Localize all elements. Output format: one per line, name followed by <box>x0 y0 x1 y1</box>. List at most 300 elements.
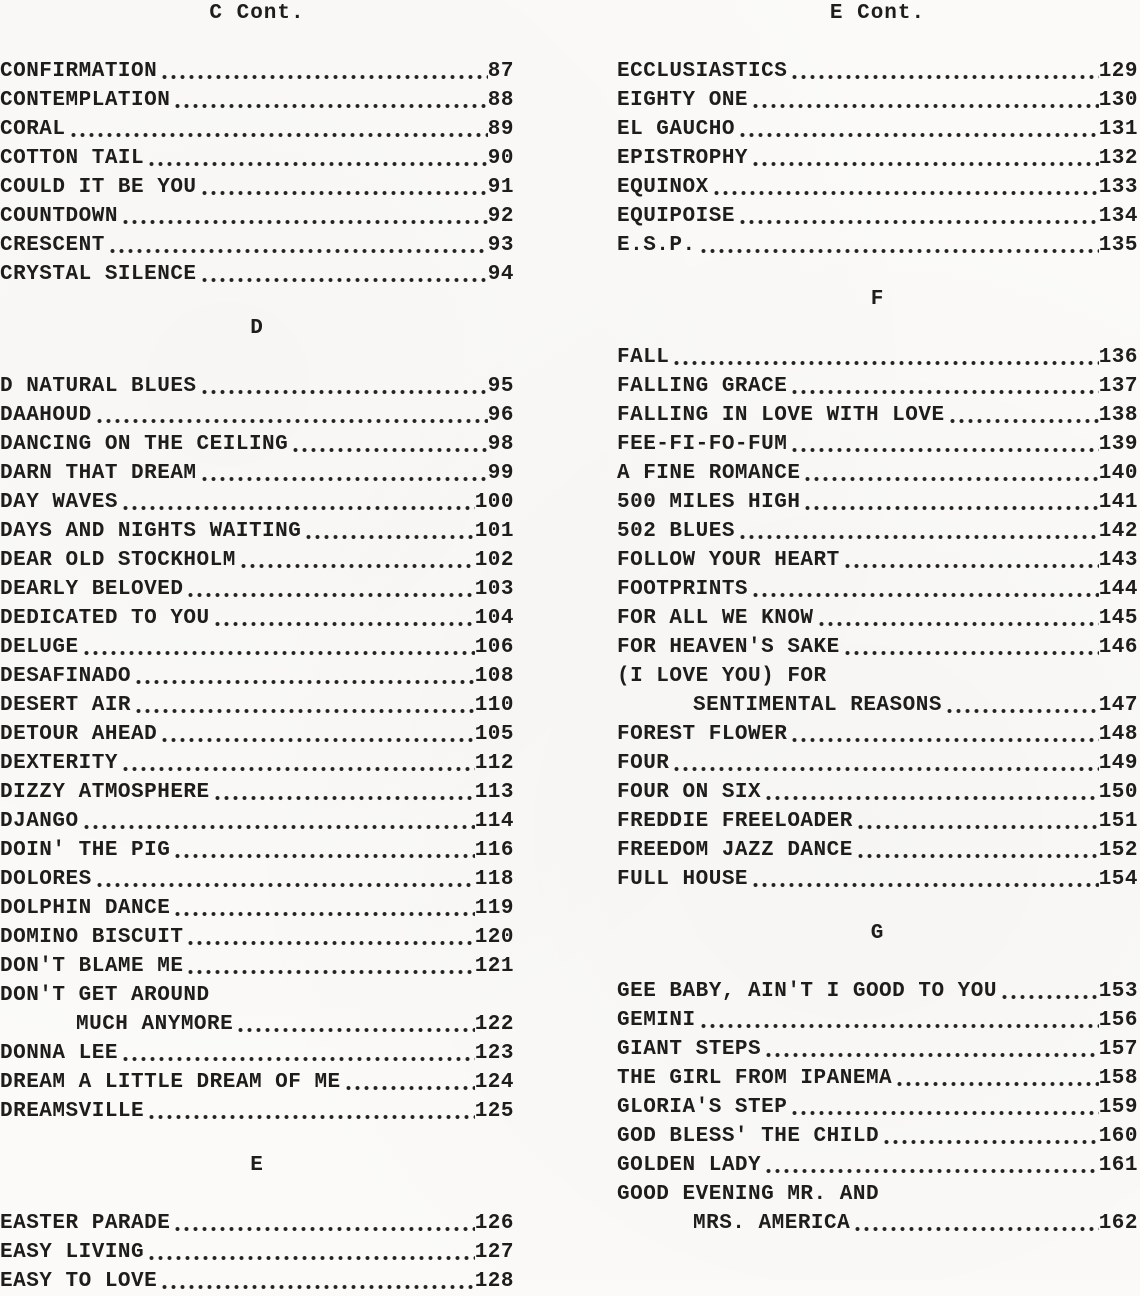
index-entry <box>0 202 514 231</box>
page-number: 105 <box>474 723 514 746</box>
song-title: DOLPHIN DANCE <box>0 897 171 920</box>
page-number: 98 <box>487 433 514 456</box>
song-title: DARN THAT DREAM <box>0 462 197 485</box>
section-header: C Cont. <box>209 2 305 25</box>
index-entry <box>617 691 1138 720</box>
dot-leader <box>175 1209 474 1238</box>
index-entry <box>617 343 1138 372</box>
index-entry <box>617 1151 1138 1180</box>
page-number: 101 <box>474 520 514 543</box>
song-title: EASY TO LOVE <box>0 1270 158 1293</box>
index-entry <box>0 1010 514 1039</box>
index-section <box>0 1154 514 1296</box>
page-number: 114 <box>474 810 514 833</box>
index-entry <box>0 691 514 720</box>
song-title: A FINE ROMANCE <box>617 462 801 485</box>
song-title: COULD IT BE YOU <box>0 176 197 199</box>
dot-leader <box>202 173 488 202</box>
dot-leader <box>701 1006 1099 1035</box>
song-title: CRYSTAL SILENCE <box>0 263 197 286</box>
dot-leader <box>71 115 488 144</box>
page-number: 91 <box>487 176 514 199</box>
index-entry <box>0 807 514 836</box>
song-title: MRS. AMERICA <box>693 1212 851 1235</box>
page-number: 130 <box>1098 89 1138 112</box>
song-title: DJANGO <box>0 810 79 833</box>
entry-list <box>617 57 1138 260</box>
dot-leader <box>123 488 475 517</box>
song-title: GLORIA'S STEP <box>617 1096 788 1119</box>
page-number: 94 <box>487 263 514 286</box>
page-number: 125 <box>474 1100 514 1123</box>
page-number: 136 <box>1098 346 1138 369</box>
song-title: EIGHTY ONE <box>617 89 749 112</box>
page-number: 112 <box>474 752 514 775</box>
dot-leader <box>175 836 474 865</box>
song-title: FOUR ON SIX <box>617 781 762 804</box>
index-entry <box>0 836 514 865</box>
song-title: DOIN' THE PIG <box>0 839 171 862</box>
song-title: GEE BABY, AIN'T I GOOD TO YOU <box>617 980 997 1003</box>
index-entry <box>617 1122 1138 1151</box>
page-number: 133 <box>1098 176 1138 199</box>
dot-leader <box>845 633 1099 662</box>
song-title: FOLLOW YOUR HEART <box>617 549 840 572</box>
dot-leader <box>1002 977 1099 1006</box>
dot-leader <box>740 115 1099 144</box>
page-number: 106 <box>474 636 514 659</box>
song-title: DESAFINADO <box>0 665 132 688</box>
song-title: COUNTDOWN <box>0 205 118 228</box>
page-number: 108 <box>474 665 514 688</box>
dot-leader <box>753 865 1099 894</box>
index-entry <box>617 546 1138 575</box>
index-entry <box>0 1068 514 1097</box>
song-title: FOR ALL WE KNOW <box>617 607 814 630</box>
index-entry <box>0 749 514 778</box>
dot-leader <box>674 749 1098 778</box>
index-entry <box>617 778 1138 807</box>
song-title: EL GAUCHO <box>617 118 735 141</box>
entry-list <box>617 343 1138 894</box>
page-number: 92 <box>487 205 514 228</box>
dot-leader <box>202 260 488 289</box>
dot-leader <box>149 1238 475 1267</box>
song-title: GOD BLESS' THE CHILD <box>617 1125 880 1148</box>
song-title: GEMINI <box>617 1009 696 1032</box>
song-title: DAAHOUD <box>0 404 92 427</box>
index-entry <box>617 231 1138 260</box>
song-title: DREAMSVILLE <box>0 1100 145 1123</box>
song-title: DOLORES <box>0 868 92 891</box>
song-title: SENTIMENTAL REASONS <box>693 694 942 717</box>
page-number: 102 <box>474 549 514 572</box>
section-header: F <box>870 288 885 311</box>
index-entry <box>0 923 514 952</box>
dot-leader <box>306 517 474 546</box>
song-title: DAYS AND NIGHTS WAITING <box>0 520 302 543</box>
dot-leader <box>123 1039 475 1068</box>
dot-leader <box>766 1151 1099 1180</box>
dot-leader <box>805 459 1098 488</box>
index-entry <box>617 86 1138 115</box>
dot-leader <box>202 372 488 401</box>
index-entry <box>617 1180 1138 1209</box>
section-header: E <box>250 1154 264 1177</box>
page-number: 156 <box>1098 1009 1138 1032</box>
index-entry <box>617 430 1138 459</box>
index-entry <box>617 1093 1138 1122</box>
page-number: 135 <box>1098 234 1138 257</box>
song-title: FOR HEAVEN'S SAKE <box>617 636 840 659</box>
index-entry <box>0 231 514 260</box>
page-number: 152 <box>1098 839 1138 862</box>
song-title: EPISTROPHY <box>617 147 749 170</box>
song-title: DEXTERITY <box>0 752 118 775</box>
dot-leader <box>97 865 475 894</box>
page-number: 121 <box>474 955 514 978</box>
dot-leader <box>753 575 1099 604</box>
index-entry <box>0 952 514 981</box>
page-number: 161 <box>1098 1154 1138 1177</box>
song-title: 500 MILES HIGH <box>617 491 801 514</box>
dot-leader <box>740 202 1099 231</box>
index-entry <box>0 575 514 604</box>
index-entry <box>617 633 1138 662</box>
index-section <box>617 288 1138 894</box>
dot-leader <box>792 430 1098 459</box>
page-number: 89 <box>487 118 514 141</box>
song-title: ECCLUSIASTICS <box>617 60 788 83</box>
page-number: 110 <box>474 694 514 717</box>
song-title: DONNA LEE <box>0 1042 118 1065</box>
index-entry <box>617 488 1138 517</box>
page-number: 87 <box>487 60 514 83</box>
index-entry <box>617 401 1138 430</box>
index-entry <box>617 459 1138 488</box>
page-number: 143 <box>1098 549 1138 572</box>
dot-leader <box>215 981 514 1010</box>
dot-leader <box>832 662 1138 691</box>
page-number: 144 <box>1098 578 1138 601</box>
page-number: 129 <box>1098 60 1138 83</box>
dot-leader <box>753 86 1099 115</box>
song-title: FEE-FI-FO-FUM <box>617 433 788 456</box>
song-title: FALL <box>617 346 670 369</box>
dot-leader <box>84 633 475 662</box>
page-number: 131 <box>1098 118 1138 141</box>
index-entry <box>0 430 514 459</box>
page-number: 154 <box>1098 868 1138 891</box>
index-entry <box>617 1035 1138 1064</box>
index-entry <box>0 778 514 807</box>
dot-leader <box>740 517 1099 546</box>
dot-leader <box>701 231 1099 260</box>
song-title: FOOTPRINTS <box>617 578 749 601</box>
dot-leader <box>950 401 1099 430</box>
page-number: 95 <box>487 375 514 398</box>
index-entry <box>0 1039 514 1068</box>
index-section <box>617 922 1138 1238</box>
index-entry <box>0 86 514 115</box>
page-number: 132 <box>1098 147 1138 170</box>
dot-leader <box>202 459 488 488</box>
index-entry <box>0 372 514 401</box>
page-number: 124 <box>474 1071 514 1094</box>
index-entry <box>0 401 514 430</box>
index-entry <box>0 546 514 575</box>
song-title: FREEDOM JAZZ DANCE <box>617 839 853 862</box>
dot-leader <box>123 202 488 231</box>
page-number: 159 <box>1098 1096 1138 1119</box>
song-title: DEDICATED TO YOU <box>0 607 210 630</box>
index-entry <box>0 173 514 202</box>
dot-leader <box>805 488 1098 517</box>
dot-leader <box>162 720 474 749</box>
page-number: 147 <box>1098 694 1138 717</box>
page-number: 148 <box>1098 723 1138 746</box>
song-title: CORAL <box>0 118 66 141</box>
page-number: 126 <box>474 1212 514 1235</box>
dot-leader <box>766 1035 1099 1064</box>
entry-list <box>0 1209 514 1296</box>
index-entry <box>617 1064 1138 1093</box>
dot-leader <box>175 86 487 115</box>
dot-leader <box>188 923 474 952</box>
page-number: 138 <box>1098 404 1138 427</box>
index-entry <box>0 1267 514 1296</box>
song-title: GOLDEN LADY <box>617 1154 762 1177</box>
song-title: FALLING GRACE <box>617 375 788 398</box>
index-entry <box>617 836 1138 865</box>
index-entry <box>0 260 514 289</box>
page-number: 103 <box>474 578 514 601</box>
section-header: G <box>870 922 885 945</box>
song-title: DREAM A LITTLE DREAM OF ME <box>0 1071 341 1094</box>
dot-leader <box>162 1267 474 1296</box>
dot-leader <box>858 836 1099 865</box>
page-number: 120 <box>474 926 514 949</box>
index-entry <box>0 517 514 546</box>
index-section <box>617 2 1138 260</box>
page-number: 153 <box>1098 980 1138 1003</box>
dot-leader <box>884 1122 1099 1151</box>
dot-leader <box>238 1010 474 1039</box>
page-number: 162 <box>1098 1212 1138 1235</box>
dot-leader <box>149 1097 475 1126</box>
dot-leader <box>215 778 475 807</box>
index-entry <box>617 662 1138 691</box>
dot-leader <box>845 546 1099 575</box>
song-title: DANCING ON THE CEILING <box>0 433 289 456</box>
page-number: 150 <box>1098 781 1138 804</box>
dot-leader <box>215 604 475 633</box>
index-entry <box>617 372 1138 401</box>
song-title: CRESCENT <box>0 234 105 257</box>
dot-leader <box>149 144 488 173</box>
song-title: FOREST FLOWER <box>617 723 788 746</box>
dot-leader <box>766 778 1099 807</box>
index-entry <box>617 865 1138 894</box>
dot-leader <box>947 691 1099 720</box>
dot-leader <box>792 57 1098 86</box>
page-number: 160 <box>1098 1125 1138 1148</box>
song-title: FOUR <box>617 752 670 775</box>
page-number: 141 <box>1098 491 1138 514</box>
dot-leader <box>84 807 475 836</box>
page-number: 90 <box>487 147 514 170</box>
song-title: E.S.P. <box>617 234 696 257</box>
index-entry <box>617 977 1138 1006</box>
index-entry <box>0 1097 514 1126</box>
dot-leader <box>792 720 1098 749</box>
page-number: 100 <box>474 491 514 514</box>
index-entry <box>617 807 1138 836</box>
dot-leader <box>792 1093 1098 1122</box>
index-entry <box>0 1238 514 1267</box>
entry-list <box>617 977 1138 1238</box>
entry-list <box>0 372 514 1126</box>
index-entry <box>0 633 514 662</box>
dot-leader <box>346 1068 475 1097</box>
dot-leader <box>241 546 475 575</box>
page-number: 149 <box>1098 752 1138 775</box>
song-title: FULL HOUSE <box>617 868 749 891</box>
dot-leader <box>897 1064 1099 1093</box>
dot-leader <box>188 952 474 981</box>
entry-list <box>0 57 514 289</box>
section-header: E Cont. <box>829 2 926 25</box>
page-number: 145 <box>1098 607 1138 630</box>
index-entry <box>0 865 514 894</box>
index-entry <box>0 1209 514 1238</box>
index-column-right <box>617 0 1138 1238</box>
song-title: COTTON TAIL <box>0 147 145 170</box>
index-entry <box>617 173 1138 202</box>
page-number: 104 <box>474 607 514 630</box>
page-number: 157 <box>1098 1038 1138 1061</box>
song-title: (I LOVE YOU) FOR <box>617 665 827 688</box>
song-title: FALLING IN LOVE WITH LOVE <box>617 404 945 427</box>
page-number: 122 <box>474 1013 514 1036</box>
index-entry <box>617 144 1138 173</box>
song-title: GOOD EVENING MR. AND <box>617 1183 880 1206</box>
index-column-left <box>0 0 514 1296</box>
song-title: DESERT AIR <box>0 694 132 717</box>
song-title: DEAR OLD STOCKHOLM <box>0 549 236 572</box>
index-entry <box>617 749 1138 778</box>
song-title: EQUINOX <box>617 176 709 199</box>
page-number: 118 <box>474 868 514 891</box>
index-section <box>0 317 514 1126</box>
dot-leader <box>175 894 474 923</box>
index-entry <box>617 1006 1138 1035</box>
page-number: 116 <box>474 839 514 862</box>
song-title: D NATURAL BLUES <box>0 375 197 398</box>
page-number: 139 <box>1098 433 1138 456</box>
dot-leader <box>753 144 1099 173</box>
index-entry <box>0 981 514 1010</box>
song-title: DEARLY BELOVED <box>0 578 184 601</box>
dot-leader <box>136 691 475 720</box>
page-number: 93 <box>487 234 514 257</box>
page-number: 99 <box>487 462 514 485</box>
dot-leader <box>188 575 474 604</box>
index-entry <box>0 894 514 923</box>
song-title: DON'T BLAME ME <box>0 955 184 978</box>
song-title: DIZZY ATMOSPHERE <box>0 781 210 804</box>
index-entry <box>617 1209 1138 1238</box>
dot-leader <box>884 1180 1138 1209</box>
song-title: EQUIPOISE <box>617 205 735 228</box>
index-entry <box>617 57 1138 86</box>
dot-leader <box>97 401 488 430</box>
index-entry <box>0 144 514 173</box>
page-number: 127 <box>474 1241 514 1264</box>
dot-leader <box>819 604 1099 633</box>
song-title: DAY WAVES <box>0 491 118 514</box>
index-entry <box>0 488 514 517</box>
dot-leader <box>858 807 1099 836</box>
index-section <box>0 2 514 289</box>
index-entry <box>617 575 1138 604</box>
page-number: 142 <box>1098 520 1138 543</box>
song-title: MUCH ANYMORE <box>76 1013 234 1036</box>
song-title: THE GIRL FROM IPANEMA <box>617 1067 893 1090</box>
page-number: 137 <box>1098 375 1138 398</box>
page-number: 151 <box>1098 810 1138 833</box>
dot-leader <box>293 430 488 459</box>
song-title: DON'T GET AROUND <box>0 984 210 1007</box>
index-entry <box>617 202 1138 231</box>
page-number: 113 <box>474 781 514 804</box>
page-number: 88 <box>487 89 514 112</box>
dot-leader <box>123 749 475 778</box>
index-entry <box>0 720 514 749</box>
song-title: DETOUR AHEAD <box>0 723 158 746</box>
page-number: 146 <box>1098 636 1138 659</box>
song-title: DELUGE <box>0 636 79 659</box>
song-title: EASTER PARADE <box>0 1212 171 1235</box>
page-number: 128 <box>474 1270 514 1293</box>
index-entry <box>617 115 1138 144</box>
song-title: EASY LIVING <box>0 1241 145 1264</box>
index-entry <box>0 115 514 144</box>
dot-leader <box>792 372 1098 401</box>
dot-leader <box>162 57 488 86</box>
section-header: D <box>250 317 264 340</box>
dot-leader <box>110 231 488 260</box>
page-number: 96 <box>487 404 514 427</box>
page-number: 123 <box>474 1042 514 1065</box>
song-title: 502 BLUES <box>617 520 735 543</box>
dot-leader <box>136 662 475 691</box>
page-number: 134 <box>1098 205 1138 228</box>
song-title: CONTEMPLATION <box>0 89 171 112</box>
index-entry <box>617 604 1138 633</box>
song-title: CONFIRMATION <box>0 60 158 83</box>
index-entry <box>0 459 514 488</box>
song-title: FREDDIE FREELOADER <box>617 810 853 833</box>
page-number: 140 <box>1098 462 1138 485</box>
dot-leader <box>855 1209 1098 1238</box>
dot-leader <box>674 343 1098 372</box>
song-title: GIANT STEPS <box>617 1038 762 1061</box>
index-entry <box>0 662 514 691</box>
index-entry <box>617 720 1138 749</box>
index-entry <box>0 57 514 86</box>
page-number: 119 <box>474 897 514 920</box>
